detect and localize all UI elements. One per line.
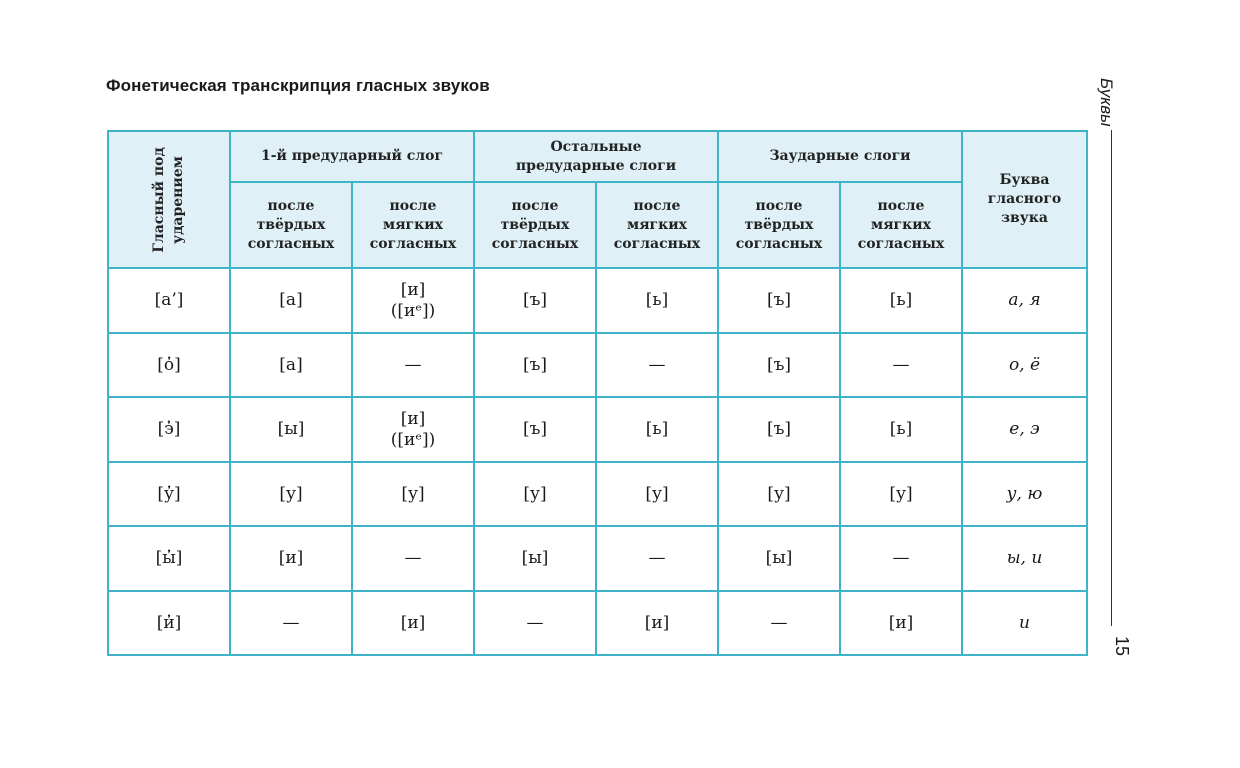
header-vowel-letter: [962, 131, 1087, 268]
header-stressed-line1: Гласный под: [151, 146, 167, 253]
cell-pre1-soft: [и] ([иᵉ]): [352, 268, 474, 333]
header-other-pretonic-line2: предударные слоги: [515, 157, 677, 174]
cell-post-hard: —: [718, 591, 840, 655]
page-number: [1104, 636, 1144, 666]
cell-other-soft: —: [596, 526, 718, 591]
header-stressed-line2: ударением: [170, 155, 186, 244]
cell-pre1-soft: [и]: [352, 591, 474, 655]
cell-pre1-hard: [и]: [230, 526, 352, 591]
header-after-hard: после твёрдых согласных: [718, 182, 840, 268]
table-row: [108, 462, 1087, 526]
cell-pre1-soft: [и] ([иᵉ]): [352, 397, 474, 462]
header-posttonic: Заударные слоги: [718, 131, 962, 182]
header-letter-line2: гласного: [987, 191, 1062, 207]
header-other-pretonic: [474, 131, 718, 182]
header-row-subgroups: [108, 182, 1087, 268]
cell-stressed: [о̓]: [108, 333, 230, 397]
header-after-hard: после твёрдых согласных: [230, 182, 352, 268]
header-stressed-vowel: [108, 131, 230, 268]
cell-other-hard: [ы]: [474, 526, 596, 591]
cell-letters: о, ё: [962, 333, 1087, 397]
cell-post-hard: [ъ]: [718, 333, 840, 397]
cell-stressed: [и̓]: [108, 591, 230, 655]
cell-post-soft: —: [840, 526, 962, 591]
section-side-label-text: Буквы: [1097, 78, 1116, 127]
table-row: [108, 591, 1087, 655]
table-row: [108, 397, 1087, 462]
cell-other-soft: —: [596, 333, 718, 397]
header-after-soft: после мягких согласных: [352, 182, 474, 268]
cell-pre1-soft: [у]: [352, 462, 474, 526]
cell-pre1-hard: [а]: [230, 333, 352, 397]
cell-pre1-soft: —: [352, 333, 474, 397]
cell-letters: а, я: [962, 268, 1087, 333]
cell-other-soft: [у]: [596, 462, 718, 526]
cell-other-soft: [ь]: [596, 268, 718, 333]
cell-post-hard: [у]: [718, 462, 840, 526]
table-row: [108, 268, 1087, 333]
cell-stressed: [у̓]: [108, 462, 230, 526]
cell-pre1-hard: [у]: [230, 462, 352, 526]
cell-pre1-hard: —: [230, 591, 352, 655]
header-other-pretonic-line1: Остальные: [550, 138, 642, 155]
cell-other-hard: [ъ]: [474, 397, 596, 462]
cell-other-soft: [и]: [596, 591, 718, 655]
cell-stressed: [ы̓]: [108, 526, 230, 591]
cell-other-soft: [ь]: [596, 397, 718, 462]
cell-post-soft: [и]: [840, 591, 962, 655]
cell-post-soft: [ь]: [840, 397, 962, 462]
table-row: [108, 333, 1087, 397]
cell-pre1-soft: —: [352, 526, 474, 591]
header-after-hard: после твёрдых согласных: [474, 182, 596, 268]
cell-post-soft: —: [840, 333, 962, 397]
page-title: Фонетическая транскрипция гласных звуков: [106, 76, 490, 95]
cell-pre1-hard: [а]: [230, 268, 352, 333]
header-letter-line3: звука: [1001, 210, 1048, 226]
header-letter-line1: Буква: [999, 172, 1050, 188]
cell-letters: и: [962, 591, 1087, 655]
cell-other-hard: [у]: [474, 462, 596, 526]
cell-other-hard: [ъ]: [474, 268, 596, 333]
cell-letters: е, э: [962, 397, 1087, 462]
header-row-groups: [108, 131, 1087, 182]
cell-post-hard: [ъ]: [718, 268, 840, 333]
cell-other-hard: [ъ]: [474, 333, 596, 397]
cell-letters: у, ю: [962, 462, 1087, 526]
vowel-transcription-table: [107, 130, 1088, 656]
page-number-text: 15: [1112, 636, 1132, 657]
cell-post-soft: [ь]: [840, 268, 962, 333]
cell-post-hard: [ы]: [718, 526, 840, 591]
cell-stressed: [а’]: [108, 268, 230, 333]
side-divider: [1111, 130, 1112, 626]
cell-post-soft: [у]: [840, 462, 962, 526]
cell-post-hard: [ъ]: [718, 397, 840, 462]
cell-pre1-hard: [ы]: [230, 397, 352, 462]
cell-letters: ы, и: [962, 526, 1087, 591]
table-row: [108, 526, 1087, 591]
cell-other-hard: —: [474, 591, 596, 655]
header-first-pretonic: 1-й предударный слог: [230, 131, 474, 182]
header-after-soft: после мягких согласных: [840, 182, 962, 268]
cell-stressed: [э̓]: [108, 397, 230, 462]
section-side-label: [1097, 78, 1144, 138]
header-after-soft: после мягких согласных: [596, 182, 718, 268]
